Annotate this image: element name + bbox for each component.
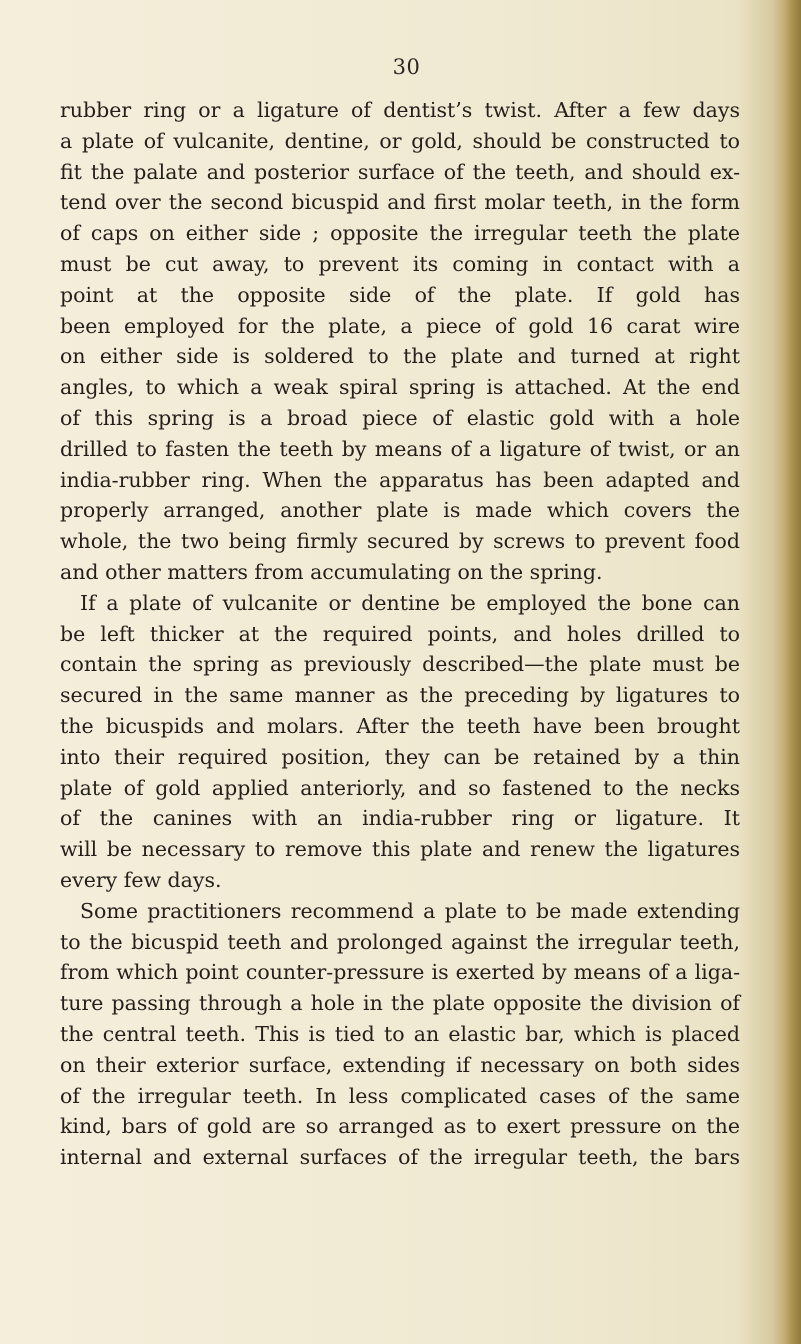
body-text [60,95,740,1173]
text-line: internal and external surfaces of the irregular teeth, the bars [60,1145,740,1170]
text-line: and other matters from accumulating on the spring. [60,559,603,584]
text-line: every few days. [60,867,222,892]
text-line: rubber ring or a ligature of dentist’s twist. After a few days [60,98,740,122]
text-line: the bicuspids and molars. After the teeth have been brought [60,713,740,738]
text-line: point at the opposite side of the plate. If gold has [60,282,740,307]
text-line: into their required position, they can be retained by a thin [60,744,740,769]
text-line: angles, to which a weak spiral spring is attached. At the end [60,375,740,400]
text-line: of this spring is a broad piece of elastic gold with a hole [60,405,740,430]
text-line: of the canines with an india-rubber ring or ligature. It [60,806,740,831]
text-line: Some practitioners recommend a plate to be made extending [80,898,740,923]
text-line: the central teeth. This is tied to an elastic bar, which is placed [60,1021,740,1046]
text-line: from which point counter-pressure is exerted by means of a liga- [60,960,740,985]
text-line: been employed for the plate, a piece of gold 16 carat wire [60,313,740,338]
text-line: must be cut away, to prevent its coming in contact with a [60,251,740,276]
text-line: contain the spring as previously described—the plate must be [60,652,740,677]
text-line: ture passing through a hole in the plate opposite the division of [60,991,740,1016]
text-line: drilled to fasten the teeth by means of a ligature of twist, or an [60,436,740,461]
text-line: india-rubber ring. When the apparatus has been adapted and [60,467,740,492]
text-line: of the irregular teeth. In less complicated cases of the same [60,1083,740,1108]
text-line: plate of gold applied anteriorly, and so fastened to the necks [60,775,740,800]
text-line: be left thicker at the required points, and holes drilled to [60,621,740,646]
text-line: secured in the same manner as the preceding by ligatures to [60,683,740,708]
text-line: a plate of vulcanite, dentine, or gold, should be constructed to [60,128,740,153]
text-line: whole, the two being firmly secured by screws to prevent food [60,529,740,554]
text-line: to the bicuspid teeth and prolonged against the irregular teeth, [60,929,740,954]
text-line: on either side is soldered to the plate and turned at right [60,344,740,369]
text-line: on their exterior surface, extending if necessary on both sides [60,1052,740,1077]
text-line: If a plate of vulcanite or dentine be employed the bone can [80,590,740,615]
page-edge-shadow [773,0,801,1344]
text-line: will be necessary to remove this plate and renew the ligatures [60,837,740,862]
text-line: fit the palate and posterior surface of the teeth, and should ex- [60,159,740,184]
text-line: kind, bars of gold are so arranged as to exert pressure on the [60,1114,740,1139]
text-line: properly arranged, another plate is made which covers the [60,498,740,523]
page-number: 30 [392,55,421,79]
text-line: tend over the second bicuspid and first molar teeth, in the form [60,190,740,215]
text-line: of caps on either side ; opposite the irregular teeth the plate [60,221,740,246]
